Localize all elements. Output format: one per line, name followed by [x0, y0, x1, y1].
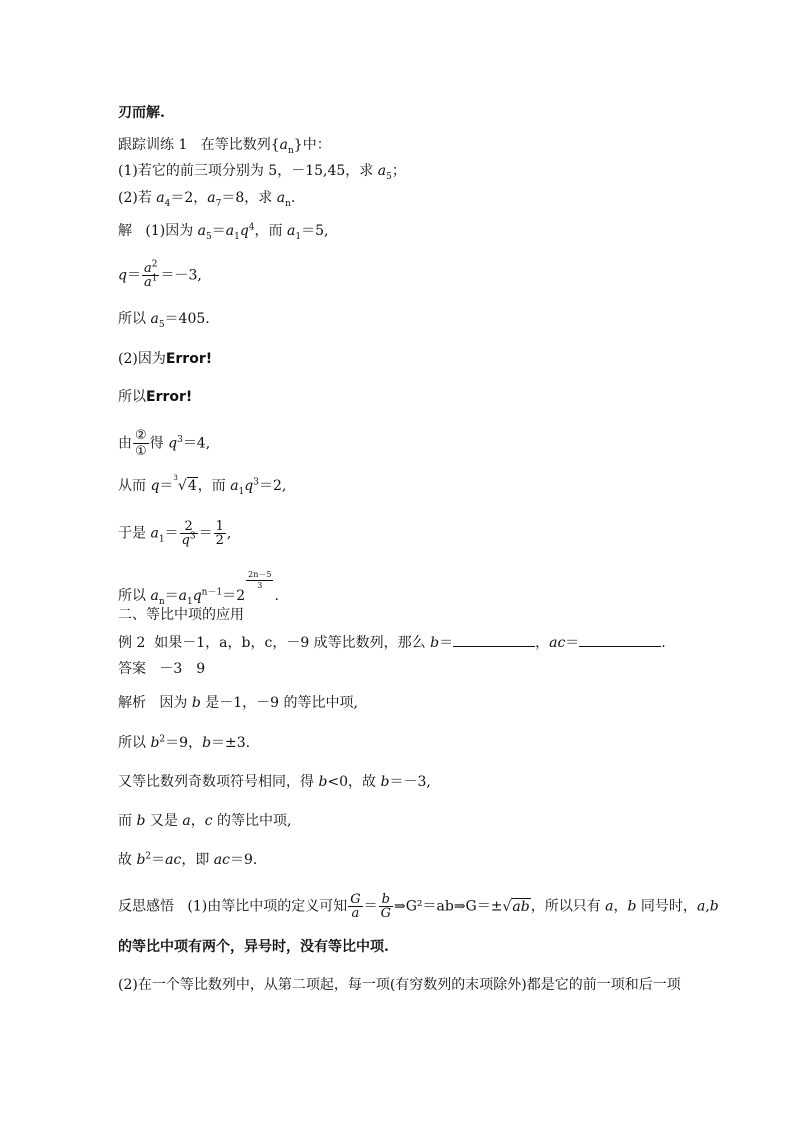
text: 同号时， [636, 898, 697, 915]
sup: n－1 [201, 587, 223, 598]
text: 所以 [118, 311, 151, 327]
var: b [191, 695, 201, 711]
solution-label: 解 [118, 223, 132, 239]
solution-a1-value [118, 520, 231, 547]
text: 又等比数列奇数项符号相同，得 [118, 774, 319, 790]
sub: n [158, 596, 165, 607]
text: 于是 [118, 525, 151, 542]
var: G [380, 906, 391, 921]
sub: 1 [295, 231, 302, 242]
var: b [627, 898, 637, 915]
var: q [192, 588, 202, 604]
exercise-part-2 [118, 189, 295, 207]
text: ＝2， [170, 190, 208, 206]
root-index: 3 [173, 474, 178, 482]
circled-2: ② [135, 428, 147, 443]
var: a [150, 525, 159, 542]
var: a [225, 223, 235, 239]
var: c [204, 813, 213, 829]
denominator: 3 [257, 581, 263, 590]
var: b [136, 813, 146, 829]
text: ＝405. [164, 311, 210, 327]
text: ＝9. [229, 852, 258, 868]
var: q [181, 533, 190, 548]
fraction [142, 259, 160, 290]
reflection-line-2 [118, 938, 389, 956]
var: ac [549, 635, 566, 651]
reflection-label: 反思感悟 [118, 898, 174, 915]
text: －3 9 [159, 661, 206, 677]
sup: 2 [145, 851, 152, 862]
text: ⇒G²＝ab⇒G＝± [393, 898, 503, 915]
text: ， [613, 898, 628, 915]
exercise-label: 跟踪训练 1 [118, 137, 188, 153]
var: q [150, 478, 160, 494]
text: 是－1，－9 的等比中项, [200, 695, 358, 711]
sup: 3 [189, 531, 196, 542]
text: . [661, 635, 666, 651]
var: ac [213, 852, 230, 868]
text: (1)若它的前三项分别为 5，－15,45，求 [118, 163, 378, 179]
var: a [156, 190, 165, 206]
solution-an-formula [118, 570, 279, 605]
answer-line [118, 660, 205, 678]
fraction [133, 428, 149, 459]
var: a [230, 478, 239, 494]
text: (1)因为 [145, 223, 198, 239]
var: a [143, 275, 152, 290]
radicand: 4 [187, 478, 197, 494]
solution-line-a5 [118, 310, 210, 328]
var: q [239, 223, 249, 239]
var: b [202, 735, 212, 751]
text: ＝ [211, 223, 226, 239]
text: 如果－1，a，b，c，－9 成等比数列，那么 [154, 635, 431, 651]
solution-line-q [118, 259, 202, 290]
sub: 5 [158, 319, 165, 330]
exponent-fraction [246, 570, 273, 591]
text: }中： [293, 137, 331, 153]
var: a [207, 190, 216, 206]
answer-blank [579, 634, 661, 647]
solution-part-2 [118, 350, 212, 368]
section-heading [118, 606, 244, 624]
text: 所以 [118, 389, 146, 405]
cube-root: $^3$√4 [173, 474, 197, 494]
text: ， [535, 635, 550, 651]
sup: 3 [177, 434, 183, 445]
text: ，而 [197, 478, 231, 494]
text: ＝2, [258, 478, 287, 494]
var: a [351, 906, 360, 921]
text: ＝ [164, 588, 179, 604]
var: a [377, 163, 387, 179]
var: a [178, 588, 187, 604]
var: a [286, 223, 296, 239]
var: b [430, 635, 440, 651]
var: a [276, 190, 286, 206]
sub: 1 [186, 596, 193, 607]
var: a [197, 223, 206, 239]
sub: 5 [386, 171, 392, 182]
analysis-label: 解析 [118, 695, 146, 711]
solution-q-value [118, 474, 287, 497]
answer-blank [453, 634, 535, 647]
fraction [214, 520, 226, 547]
text: 的等比中项有两个，异号时，没有等比中项. [118, 939, 389, 955]
sub: 1 [158, 534, 165, 545]
text: 而 [118, 813, 137, 829]
var: G [350, 892, 361, 907]
var: q [118, 267, 127, 284]
text: , [226, 525, 232, 542]
error-text: Error! [146, 389, 193, 405]
sup: 2 [151, 259, 158, 270]
var: ac [165, 852, 182, 868]
text: 得 [149, 435, 169, 452]
analysis-line-1 [118, 694, 358, 712]
solution-line-1 [118, 222, 328, 240]
exercise-part-1 [118, 162, 406, 180]
analysis-line-4 [118, 812, 291, 830]
text: ＝－3, [160, 267, 202, 284]
var: a [150, 588, 159, 604]
text: (1)由等比中项的定义可知 [187, 898, 348, 915]
text: 的等比中项, [212, 813, 292, 829]
text: ， [190, 813, 205, 829]
text: ； [391, 163, 406, 179]
text: ＝－3, [389, 774, 431, 790]
text: ＝8，求 [221, 190, 277, 206]
sub: n [288, 145, 294, 156]
text: ＝ [439, 635, 454, 651]
line-continuation [118, 104, 165, 122]
solution-divide [118, 428, 210, 459]
text: ＝ [159, 478, 174, 494]
text: (2)在一个等比数列中，从第二项起，每一项(有穷数列的末项除外)都是它的前一项和后一项 [118, 977, 681, 993]
analysis-line-5 [118, 851, 257, 869]
section-title: 二、等比中项的应用 [118, 607, 244, 623]
var: a [182, 813, 191, 829]
var: b [150, 735, 160, 751]
text: ＝±3. [211, 735, 251, 751]
answer-label: 答案 [118, 661, 146, 677]
example-label: 例 2 [118, 635, 146, 651]
text: ＝2 [222, 588, 246, 604]
example-2 [118, 634, 666, 652]
text: ＝ [126, 267, 141, 284]
sup: 1 [151, 273, 158, 284]
text: 从而 [118, 478, 151, 494]
numerator: 1 [215, 519, 224, 534]
sub: 1 [238, 486, 245, 497]
text: ，所以只有 [530, 898, 606, 915]
sub: 4 [164, 198, 171, 209]
text: ＝ [151, 852, 166, 868]
text: ＝ [198, 525, 213, 542]
error-text: Error! [165, 351, 213, 367]
circled-1: ① [135, 444, 147, 459]
analysis-line-2 [118, 734, 250, 752]
var: a [143, 261, 152, 276]
numerator: 2 [180, 520, 198, 534]
sub: 1 [234, 231, 240, 242]
sup: 2 [159, 734, 166, 745]
sub: 7 [215, 198, 222, 209]
text: ＝ [565, 635, 580, 651]
text: . [274, 588, 279, 604]
text: 由 [118, 435, 132, 452]
square-root: √ab [502, 898, 530, 915]
text: ＝ [164, 525, 179, 542]
text: (2)若 [118, 190, 157, 206]
var: b [380, 774, 390, 790]
text: 又是 [145, 813, 183, 829]
text: . [290, 190, 296, 206]
text: 所以 [118, 735, 151, 751]
fraction [180, 520, 198, 547]
sub: 5 [206, 231, 212, 242]
radicand: ab [512, 898, 530, 915]
sup: 3 [253, 477, 259, 488]
exercise-heading [118, 136, 331, 154]
text: ＝4, [182, 435, 211, 452]
var: a,b [696, 898, 719, 915]
denominator: 2 [215, 533, 224, 548]
text: (2)因为 [118, 351, 166, 367]
var: b [318, 774, 328, 790]
text: ，即 [181, 852, 214, 868]
numerator: 2n－5 [248, 570, 272, 579]
text: <0，故 [327, 774, 381, 790]
var: q [168, 435, 178, 452]
text: 刃而解. [118, 105, 165, 121]
sub: n [285, 198, 291, 209]
analysis-line-3 [118, 773, 431, 791]
text: ＝9， [165, 735, 203, 751]
text: 在等比数列{ [200, 137, 280, 153]
var: a [605, 898, 614, 915]
var: b [381, 892, 390, 907]
solution-so [118, 388, 192, 406]
text: ，而 [254, 223, 287, 239]
reflection-line-1 [118, 893, 719, 920]
text: 故 [118, 852, 137, 868]
fraction [379, 893, 393, 920]
text: ＝ [363, 898, 378, 915]
sup: 4 [248, 222, 255, 233]
text: 因为 [159, 695, 192, 711]
var: a [150, 311, 159, 327]
text: 所以 [118, 588, 151, 604]
text: ＝5, [301, 223, 329, 239]
var: a [279, 137, 288, 153]
var: b [136, 852, 146, 868]
reflection-line-3 [118, 976, 681, 994]
var: q [244, 478, 254, 494]
fraction [348, 893, 362, 920]
